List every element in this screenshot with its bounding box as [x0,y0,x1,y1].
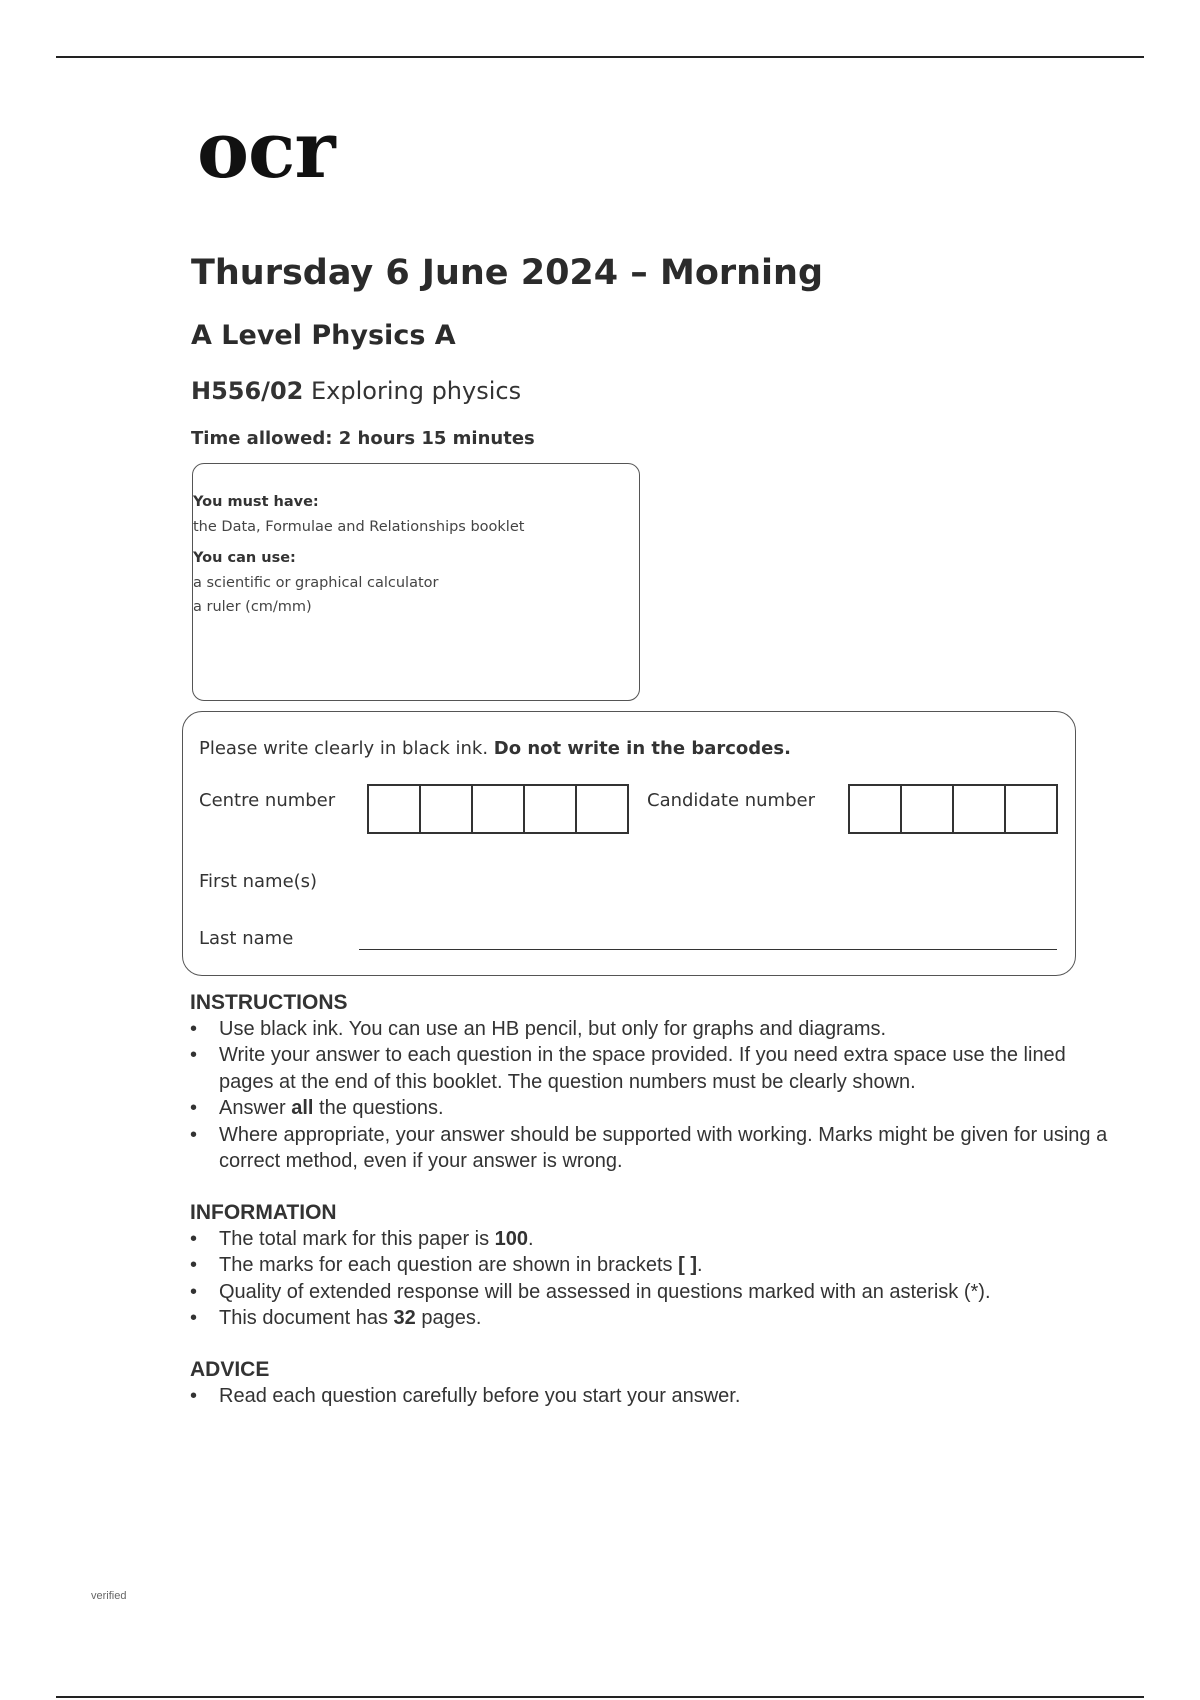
list-item: • Use black ink. You can use an HB pencil, but only for graphs and diagrams. [190,1016,1109,1042]
centre-number-label: Centre number [199,790,336,811]
centre-number-digit-box[interactable] [471,784,525,834]
must-have-item: the Data, Formulae and Relationships booklet [193,519,525,535]
candidate-number-digit-box[interactable] [1004,784,1058,834]
information-section [190,1200,1109,1332]
candidate-details-box [182,711,1076,976]
centre-number-boxes [367,784,629,834]
last-name-field[interactable] [359,949,1057,950]
centre-number-digit-box[interactable] [575,784,629,834]
list-item: • Write your answer to each question in the space provided. If you need extra space use the lined pages at the end of this booklet. The question numbers must be clearly shown. [190,1042,1109,1095]
can-use-item: a scientific or graphical calculator [193,575,439,591]
first-name-label: First name(s) [199,871,318,892]
can-use-item: a ruler (cm/mm) [193,599,312,615]
centre-number-digit-box[interactable] [367,784,421,834]
paper-code: H556/02 [191,377,304,405]
advice-heading: ADVICE [190,1358,270,1381]
list-item: • Read each question carefully before you start your answer. [190,1383,1109,1409]
can-use-label: You can use: [193,550,296,566]
last-name-label: Last name [199,928,294,949]
candidate-number-digit-box[interactable] [900,784,954,834]
candidate-number-label: Candidate number [647,790,815,811]
list-item: • The marks for each question are shown in brackets [ ]. [190,1252,1109,1278]
materials-box [192,463,640,701]
centre-number-digit-box[interactable] [419,784,473,834]
list-item: • Answer all the questions. [190,1095,1109,1121]
ink-instruction: Please write clearly in black ink. Do not write in the barcodes. [199,738,791,759]
candidate-number-boxes [848,784,1058,834]
information-list [190,1226,1109,1332]
top-rule [56,56,1144,58]
information-heading: INFORMATION [190,1201,337,1224]
verified-mark: verified [91,1590,127,1602]
list-item: • The total mark for this paper is 100. [190,1226,1109,1252]
advice-section [190,1357,1109,1409]
paper-title: Exploring physics [311,377,522,405]
must-have-label: You must have: [193,494,319,510]
candidate-number-digit-box[interactable] [952,784,1006,834]
instructions-heading: INSTRUCTIONS [190,991,348,1014]
list-item: • Quality of extended response will be assessed in questions marked with an asterisk (*). [190,1279,1109,1305]
ocr-logo: ocr [197,105,335,196]
instructions-list [190,1016,1109,1174]
exam-date: Thursday 6 June 2024 – Morning [191,253,824,293]
candidate-number-digit-box[interactable] [848,784,902,834]
centre-number-digit-box[interactable] [523,784,577,834]
time-allowed: Time allowed: 2 hours 15 minutes [191,428,535,449]
bottom-rule [56,1696,1144,1698]
paper-code-line [191,379,521,403]
qualification-title: A Level Physics A [191,320,456,351]
list-item: • Where appropriate, your answer should be supported with working. Marks might be given for using a correct method, even if your answer is wrong. [190,1122,1109,1175]
advice-list [190,1383,1109,1409]
list-item: • This document has 32 pages. [190,1305,1109,1331]
instructions-section [190,990,1109,1174]
